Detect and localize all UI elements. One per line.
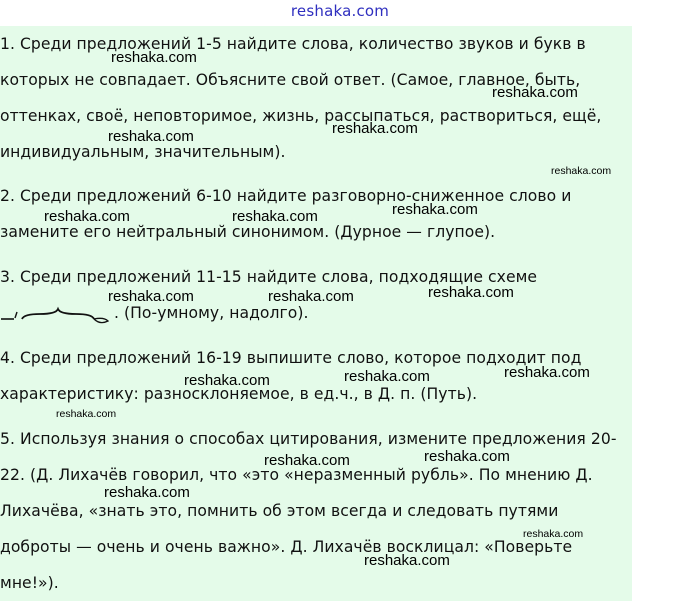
watermark: reshaka.com (108, 288, 194, 305)
task-5 (0, 421, 632, 601)
watermark: reshaka.com (268, 288, 354, 305)
task-line: мне!»). (0, 574, 59, 592)
task-line: 22. (Д. Лихачёв говорил, что «это «неразменный рубль». По мнению Д. (0, 466, 593, 484)
task-line: 2. Среди предложений 6-10 найдите разговорно-сниженное слово и (0, 187, 572, 205)
watermark: reshaka.com (523, 528, 584, 540)
watermark: reshaka.com (364, 552, 450, 569)
task-line: оттенках, своё, неповторимое, жизнь, рассыпаться, раствориться, ещё, (0, 107, 602, 125)
site-header (0, 0, 680, 26)
watermark: reshaka.com (551, 165, 612, 177)
task-line: Лихачёва, «знать это, помнить об этом всегда и следовать путями (0, 502, 559, 520)
scheme-answer: . (По-умному, надолго). (114, 304, 309, 322)
watermark: reshaka.com (392, 201, 478, 218)
watermark: reshaka.com (108, 128, 194, 145)
watermark: reshaka.com (504, 364, 590, 381)
task-line: доброты — очень и очень важно». Д. Лихачёв восклицал: «Поверьте (0, 538, 573, 556)
task-line: замените его нейтральный синонимом. (Дурное — глупое). (0, 223, 496, 241)
watermark: reshaka.com (424, 448, 510, 465)
task-line: 4. Среди предложений 16-19 выпишите слово, которое подходит под (0, 349, 582, 367)
site-link[interactable]: reshaka.com (290, 2, 390, 20)
task-line: которых не совпадает. Объясните свой ответ. (Самое, главное, быть, (0, 71, 581, 89)
task-line: 5. Используя знания о способах цитирования, измените предложения 20- (0, 430, 617, 448)
watermark: reshaka.com (344, 368, 430, 385)
task-line: 3. Среди предложений 11-15 найдите слова, подходящие схеме (0, 268, 538, 286)
task-line: 1. Среди предложений 1-5 найдите слова, количество звуков и букв в (0, 35, 586, 53)
watermark: reshaka.com (111, 49, 197, 66)
watermark: reshaka.com (428, 284, 514, 301)
watermark: reshaka.com (232, 208, 318, 225)
watermark: reshaka.com (104, 484, 190, 501)
watermark: reshaka.com (492, 84, 578, 101)
task-line: индивидуальным, значительным). (0, 143, 286, 161)
watermark: reshaka.com (264, 452, 350, 469)
watermark: reshaka.com (44, 208, 130, 225)
watermark: reshaka.com (184, 372, 270, 389)
morpheme-scheme-icon (0, 303, 112, 325)
task-line: характеристику: разносклоняемое, в ед.ч., в Д. п. (Путь). (0, 385, 478, 403)
watermark: reshaka.com (332, 120, 418, 137)
watermark: reshaka.com (56, 408, 117, 420)
